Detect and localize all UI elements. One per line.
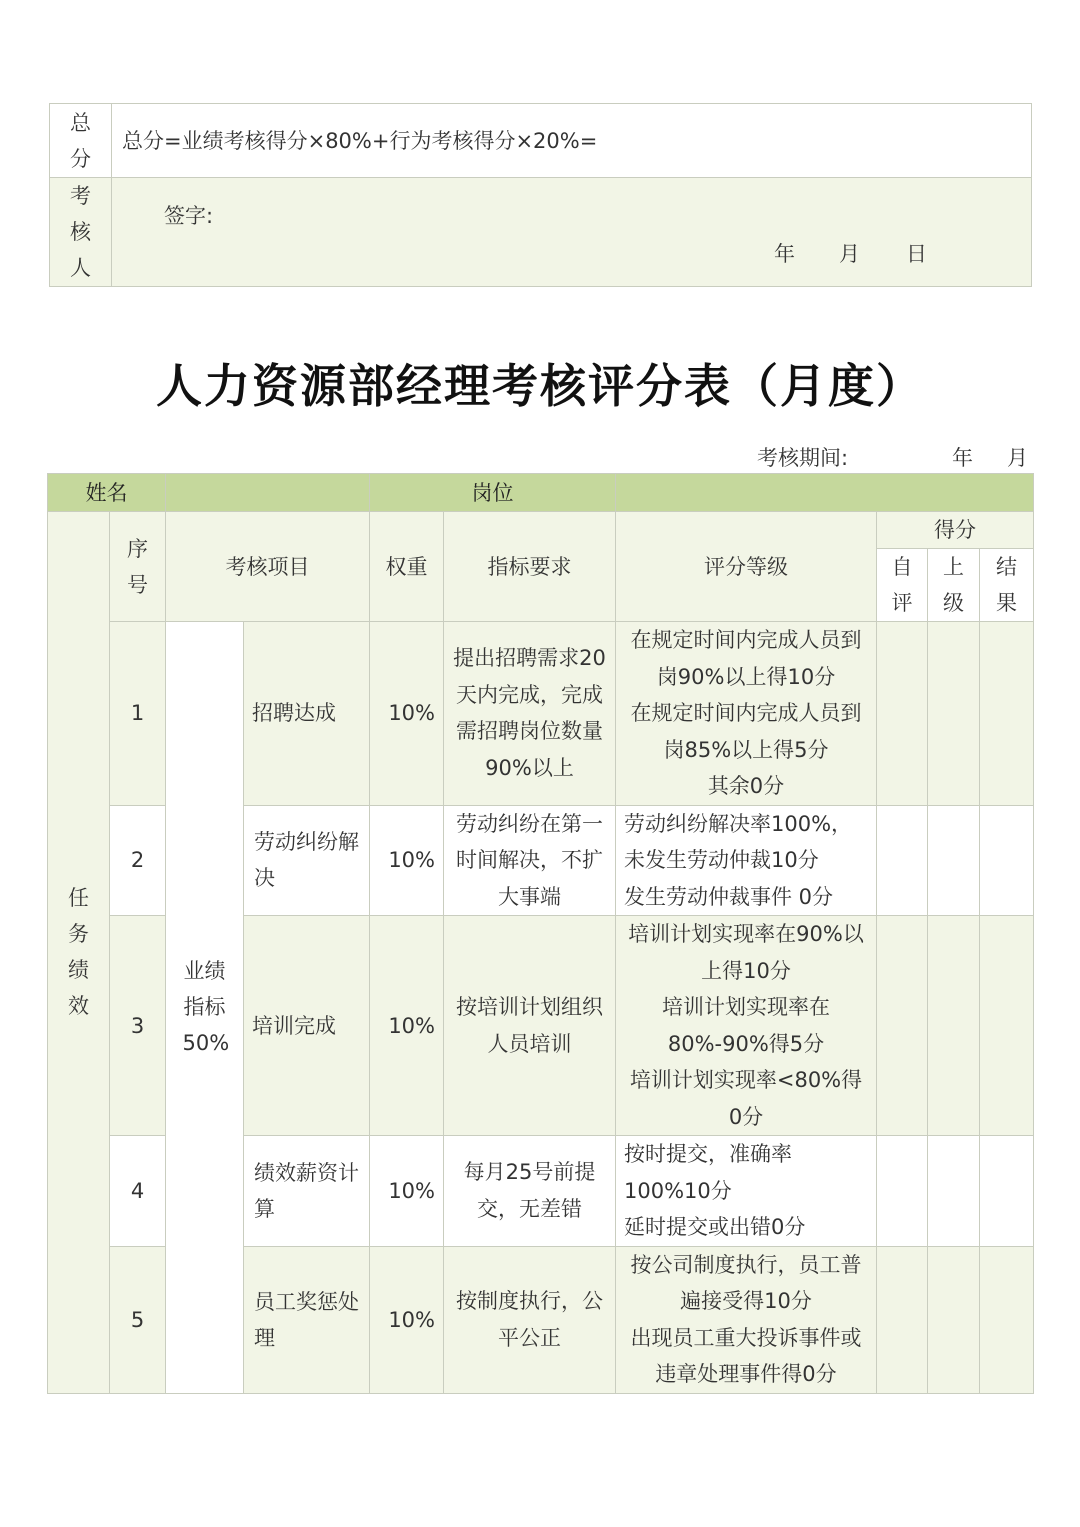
total-label: 总分 [69, 110, 91, 171]
result-header: 结果 [995, 555, 1017, 615]
header-row [48, 512, 1034, 549]
superior-score-cell[interactable] [928, 805, 980, 916]
page-title: 人力资源部经理考核评分表（月度） [156, 359, 924, 413]
result-score-cell[interactable] [980, 1246, 1034, 1393]
self-header: 自评 [891, 555, 913, 615]
self-header-cell [877, 549, 928, 622]
superior-score-cell[interactable] [928, 916, 980, 1136]
category-label: 任务绩效 [67, 886, 89, 1019]
position-label: 岗位 [370, 474, 616, 512]
requirement-header: 指标要求 [444, 512, 616, 622]
assessment-table [47, 473, 1034, 1394]
date-year-label: 年 [774, 242, 795, 266]
name-position-row [48, 474, 1034, 512]
weight-cell: 10% [370, 622, 444, 806]
superior-score-cell[interactable] [928, 622, 980, 806]
date-day-label: 日 [906, 242, 927, 266]
item-cell: 绩效薪资计算 [244, 1136, 370, 1247]
self-score-cell[interactable] [877, 1136, 928, 1247]
requirement-cell: 每月25号前提交，无差错 [444, 1136, 616, 1247]
result-score-cell[interactable] [980, 805, 1034, 916]
category-cell [48, 512, 110, 1394]
self-score-cell[interactable] [877, 805, 928, 916]
requirement-cell: 按培训计划组织人员培训 [444, 916, 616, 1136]
name-value-cell[interactable] [166, 474, 370, 512]
grading-cell: 在规定时间内完成人员到岗90%以上得10分 在规定时间内完成人员到岗85%以上得5分 其余0分 [616, 622, 877, 806]
total-formula: 总分=业绩考核得分×80%+行为考核得分×20%= [112, 104, 1032, 178]
item-cell: 员工奖惩处理 [244, 1246, 370, 1393]
seq-cell: 5 [110, 1246, 166, 1393]
requirement-cell: 提出招聘需求20天内完成，完成需招聘岗位数量90%以上 [444, 622, 616, 806]
superior-score-cell[interactable] [928, 1246, 980, 1393]
grading-cell: 培训计划实现率在90%以上得10分 培训计划实现率在80%-90%得5分 培训计划实现率<80%得0分 [616, 916, 877, 1136]
assessor-label: 考核人 [69, 184, 91, 280]
self-score-cell[interactable] [877, 622, 928, 806]
seq-cell: 2 [110, 805, 166, 916]
score-header: 得分 [877, 512, 1034, 549]
group-label: 业绩指标50% [182, 959, 230, 1056]
superior-score-cell[interactable] [928, 1136, 980, 1247]
weight-cell: 10% [370, 805, 444, 916]
seq-cell: 3 [110, 916, 166, 1136]
table-row [48, 622, 1034, 806]
group-cell [166, 622, 244, 1394]
period-month-label: 月 [1007, 446, 1028, 470]
superior-header: 上级 [942, 555, 964, 615]
result-score-cell[interactable] [980, 1136, 1034, 1247]
assessor-label-cell [50, 178, 112, 287]
period-year-label: 年 [952, 446, 973, 470]
date-month-label: 月 [839, 242, 860, 266]
seq-header-cell [110, 512, 166, 622]
weight-cell: 10% [370, 1136, 444, 1247]
total-label-cell [50, 104, 112, 178]
name-label: 姓名 [48, 474, 166, 512]
summary-table [49, 103, 1032, 287]
seq-header: 序号 [126, 536, 148, 597]
weight-header: 权重 [370, 512, 444, 622]
self-score-cell[interactable] [877, 1246, 928, 1393]
seq-cell: 1 [110, 622, 166, 806]
item-cell: 培训完成 [244, 916, 370, 1136]
result-score-cell[interactable] [980, 916, 1034, 1136]
position-value-cell[interactable] [616, 474, 1034, 512]
item-cell: 劳动纠纷解决 [244, 805, 370, 916]
grading-header: 评分等级 [616, 512, 877, 622]
signature-cell[interactable] [112, 178, 1032, 287]
requirement-cell: 按制度执行，公平公正 [444, 1246, 616, 1393]
superior-header-cell [928, 549, 980, 622]
result-header-cell [980, 549, 1034, 622]
item-header: 考核项目 [166, 512, 370, 622]
weight-cell: 10% [370, 1246, 444, 1393]
grading-cell: 按公司制度执行，员工普遍接受得10分 出现员工重大投诉事件或违章处理事件得0分 [616, 1246, 877, 1393]
signature-label: 签字: [164, 204, 214, 228]
seq-cell: 4 [110, 1136, 166, 1247]
weight-cell: 10% [370, 916, 444, 1136]
grading-cell: 劳动纠纷解决率100%，未发生劳动仲裁10分 发生劳动仲裁事件 0分 [616, 805, 877, 916]
item-cell: 招聘达成 [244, 622, 370, 806]
total-score-row [50, 104, 1032, 178]
period-label: 考核期间: [757, 446, 849, 470]
grading-cell: 按时提交，准确率100%10分 延时提交或出错0分 [616, 1136, 877, 1247]
assessor-row [50, 178, 1032, 287]
self-score-cell[interactable] [877, 916, 928, 1136]
requirement-cell: 劳动纠纷在第一时间解决，不扩大事端 [444, 805, 616, 916]
result-score-cell[interactable] [980, 622, 1034, 806]
